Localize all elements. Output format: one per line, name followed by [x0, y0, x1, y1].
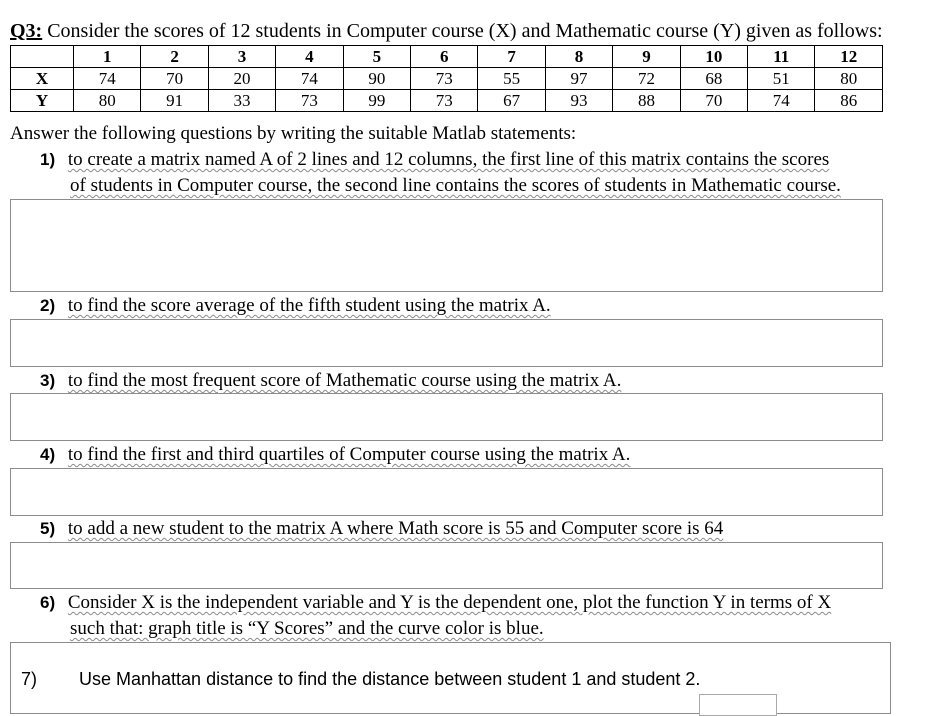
question-3	[40, 370, 621, 392]
table-cell: 93	[545, 90, 612, 112]
question-5-text: to add a new student to the matrix A where Math score is 55 and Computer score is 64	[67, 518, 724, 539]
question-1-text-line2: of students in Computer course, the second line contains the scores of students in Mathematic course.	[70, 175, 841, 196]
table-cell: 70	[680, 90, 747, 112]
table-row-x	[11, 68, 883, 90]
question-4-number: 4)	[40, 445, 56, 464]
question-2	[40, 295, 551, 317]
question-3-number: 3)	[40, 371, 56, 390]
table-header-cell: 9	[613, 46, 680, 68]
table-cell: 80	[74, 90, 141, 112]
question-1-text-line1: to create a matrix named A of 2 lines and 12 columns, the first line of this matrix contains the scores	[67, 149, 830, 170]
scores-table	[10, 45, 883, 112]
table-cell: 70	[141, 68, 208, 90]
question-1-number: 1)	[40, 150, 56, 169]
question-5	[40, 518, 723, 540]
question-6-text-line1: Consider X is the independent variable and Y is the dependent one, plot the function Y in terms of X	[67, 592, 832, 613]
question-intro-text: Consider the scores of 12 students in Computer course (X) and Mathematic course (Y) given as follows:	[42, 20, 883, 42]
question-4	[40, 444, 630, 466]
question-2-text: to find the score average of the fifth student using the matrix A.	[67, 295, 551, 316]
question-7-text: Use Manhattan distance to find the distance between student 1 and student 2.	[79, 669, 701, 689]
question-7-frame	[10, 642, 891, 714]
question-6-number: 6)	[40, 593, 56, 612]
table-cell: 97	[545, 68, 612, 90]
table-cell: 73	[276, 90, 343, 112]
table-header-cell: 8	[545, 46, 612, 68]
table-cell: 74	[748, 90, 815, 112]
table-cell: 88	[613, 90, 680, 112]
table-header-cell: 7	[478, 46, 545, 68]
table-cell: 73	[411, 90, 478, 112]
table-cell: 55	[478, 68, 545, 90]
table-header-cell: 10	[680, 46, 747, 68]
question-heading	[10, 20, 883, 43]
table-header-cell: 5	[343, 46, 410, 68]
answer-box-2[interactable]	[10, 319, 883, 367]
table-cell: 67	[478, 90, 545, 112]
table-header-cell: 1	[74, 46, 141, 68]
instructions-text: Answer the following questions by writing the suitable Matlab statements:	[10, 123, 577, 144]
question-2-number: 2)	[40, 296, 56, 315]
table-corner-cell	[11, 46, 74, 68]
table-cell: 80	[815, 68, 883, 90]
table-cell: 99	[343, 90, 410, 112]
answer-box-1[interactable]	[10, 199, 883, 292]
table-header-row	[11, 46, 883, 68]
answer-box-3[interactable]	[10, 393, 883, 441]
table-header-cell: 3	[208, 46, 275, 68]
table-cell: 90	[343, 68, 410, 90]
table-cell: 51	[748, 68, 815, 90]
table-cell: 20	[208, 68, 275, 90]
question-6-text-line2: such that: graph title is “Y Scores” and the curve color is blue.	[70, 618, 544, 639]
question-5-number: 5)	[40, 519, 56, 538]
answer-box-5[interactable]	[10, 542, 883, 589]
table-cell: 86	[815, 90, 883, 112]
table-cell: 72	[613, 68, 680, 90]
table-cell: 33	[208, 90, 275, 112]
row-label-x: X	[11, 68, 74, 90]
table-header-cell: 6	[411, 46, 478, 68]
table-header-cell: 4	[276, 46, 343, 68]
table-cell: 91	[141, 90, 208, 112]
question-1	[40, 149, 829, 171]
question-4-text: to find the first and third quartiles of Computer course using the matrix A.	[67, 444, 631, 465]
table-cell: 74	[74, 68, 141, 90]
answer-box-4[interactable]	[10, 468, 883, 516]
question-7-number: 7)	[21, 669, 38, 689]
question-1-continuation	[70, 175, 841, 197]
table-header-cell: 2	[141, 46, 208, 68]
question-6	[40, 592, 831, 614]
table-cell: 73	[411, 68, 478, 90]
table-header-cell: 12	[815, 46, 883, 68]
table-cell: 74	[276, 68, 343, 90]
row-label-y: Y	[11, 90, 74, 112]
table-header-cell: 11	[748, 46, 815, 68]
question-6-continuation	[70, 618, 544, 640]
table-row-y	[11, 90, 883, 112]
answer-box-7[interactable]	[699, 694, 777, 716]
table-cell: 68	[680, 68, 747, 90]
question-3-text: to find the most frequent score of Mathematic course using the matrix A.	[67, 370, 622, 391]
question-number: Q3:	[10, 20, 43, 42]
